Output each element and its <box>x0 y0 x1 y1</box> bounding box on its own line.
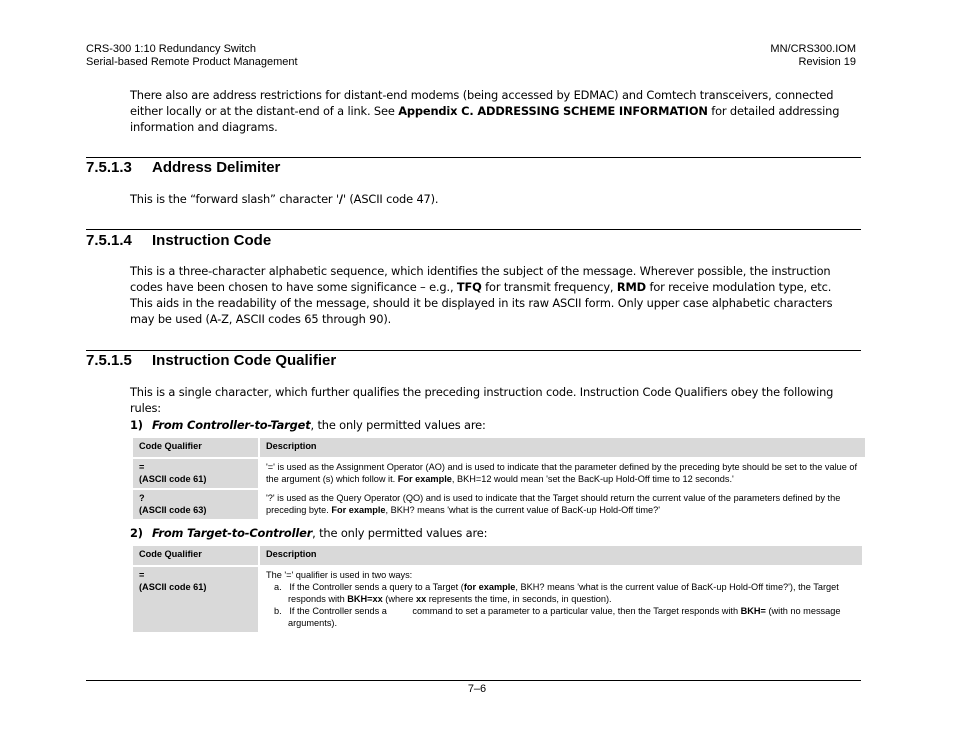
controller-to-target-table <box>131 436 867 521</box>
target-to-controller-table <box>131 544 864 634</box>
section-divider <box>86 157 861 158</box>
sub-item-b: b. If the Controller sends a command to set a parameter to a particular value, then the Target responds with BKH= (with no message arguments). <box>274 606 844 628</box>
section-heading-address-delimiter <box>86 159 280 177</box>
column-header-description: Description <box>260 546 862 565</box>
column-header-code-qualifier: Code Qualifier <box>133 546 258 565</box>
section-number: 7.5.1.3 <box>86 159 132 176</box>
code-qualifier-cell: = (ASCII code 61) <box>133 567 258 632</box>
table-row <box>133 459 865 488</box>
sub-item-a: a. If the Controller sends a query to a Target (for example, BKH? means 'what is the current value of BacK-up Hold-Off time?'), the Target responds with BKH=xx (where xx represents the time, in seconds, in question). <box>274 582 839 604</box>
page-number: 7–6 <box>467 683 487 695</box>
appendix-reference: Appendix C. ADDRESSING SCHEME INFORMATION <box>398 104 708 118</box>
instruction-code-paragraph: This is a three-character alphabetic sequence, which identifies the subject of the message. Wherever possible, the instruction codes have been chosen to have some significance – e.g., TFQ for transmit frequency, RMD for receive modulation type, etc. This aids in the readability of the message, should it be displayed in its raw ASCII form. Only upper case alphabetic characters may be used (A-Z, ASCII codes 65 through 90). <box>130 264 833 326</box>
table-header-row <box>133 438 865 457</box>
list-item-controller-to-target: 1) From Controller-to-Target, the only permitted values are: <box>130 418 486 432</box>
section-title: Instruction Code Qualifier <box>152 352 337 369</box>
header-doc-number: MN/CRS300.IOM <box>770 43 856 55</box>
description-cell: '?' is used as the Query Operator (QO) and is used to indicate that the Target should return the current value of the parameters defined by the preceding byte. For example, BKH? means 'what is the current value of BacK-up Hold-Off time?' <box>260 490 865 519</box>
address-delimiter-paragraph: This is the “forward slash” character '/' (ASCII code 47). <box>130 192 439 206</box>
section-divider <box>86 350 861 351</box>
description-cell: '=' is used as the Assignment Operator (AO) and is used to indicate that the parameter defined by the preceding byte should be set to the value of the argument (s) which follow it. For example, BKH=12 would mean 'set the BacK-up Hold-Off time to 12 seconds.' <box>260 459 865 488</box>
footer-divider <box>86 680 861 681</box>
list-item-target-to-controller: 2) From Target-to-Controller, the only permitted values are: <box>130 526 488 540</box>
column-header-code-qualifier: Code Qualifier <box>133 438 258 457</box>
table-header-row <box>133 546 862 565</box>
section-number: 7.5.1.4 <box>86 232 132 249</box>
header-product-subtitle: Serial-based Remote Product Management <box>86 56 298 68</box>
section-heading-instruction-code <box>86 232 271 250</box>
code-qualifier-cell: = (ASCII code 61) <box>133 459 258 488</box>
section-heading-instruction-code-qualifier <box>86 352 336 370</box>
description-cell: The '=' qualifier is used in two ways: a. If the Controller sends a query to a Target (for example, BKH? means 'what is the current value of BacK-up Hold-Off time?'), the Target responds with BKH=xx (where xx represents the time, in seconds, in question). b. If the Controller sends a command to set a parameter to a particular value, then the Target responds with BKH= (with no message arguments). <box>260 567 862 632</box>
column-header-description: Description <box>260 438 865 457</box>
qualifier-paragraph: This is a single character, which further qualifies the preceding instruction code. Instruction Code Qualifiers obey the following rules: <box>130 385 834 415</box>
table-row <box>133 490 865 519</box>
code-qualifier-cell: ? (ASCII code 63) <box>133 490 258 519</box>
header-left <box>86 43 298 69</box>
section-title: Address Delimiter <box>152 159 281 176</box>
header-revision: Revision 19 <box>798 56 856 68</box>
section-number: 7.5.1.5 <box>86 352 132 369</box>
header-right <box>770 43 856 69</box>
table-row <box>133 567 862 632</box>
section-title: Instruction Code <box>152 232 272 249</box>
section-divider <box>86 229 861 230</box>
header-product-title: CRS-300 1:10 Redundancy Switch <box>86 43 256 55</box>
intro-paragraph: There also are address restrictions for distant-end modems (being accessed by EDMAC) and Comtech transceivers, connected either locally or at the distant-end of a link. See Appendix C. ADDRESSING SCHEME INFORMATION for detailed addressing information and diagrams. <box>130 88 840 134</box>
